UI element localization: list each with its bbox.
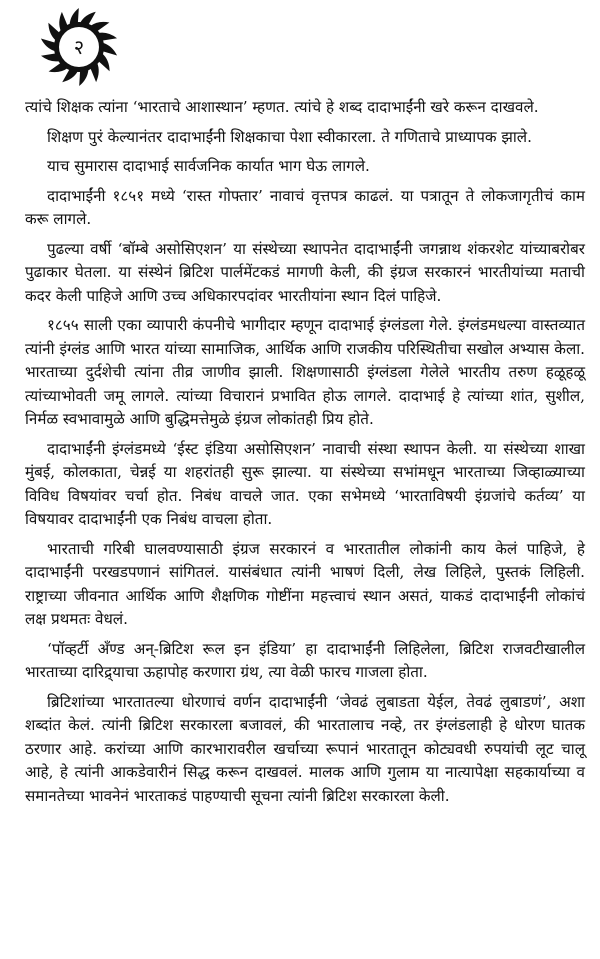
paragraph-2: शिक्षण पुरं केल्यानंतर दादाभाईंनी शिक्षकाचा पेशा स्वीकारला. ते गणिताचे प्राध्यापक झाले.	[47, 127, 532, 146]
paragraph-8: भारताची गरिबी घालवण्यासाठी इंग्रज सरकारनं व भारतातील लोकांनी काय केलं पाहिजे, हे दादाभाईंनी परखडपणानं सांगितलं. यासंबंधात त्यांनी भाषणं दिली, लेख लिहिले, पुस्तकं लिहिली. राष्ट्राच्या जीवनात आर्थिक आणि शैक्षणिक गोष्टींना महत्त्वाचं स्थान असतं, याकडं दादाभाईंनी लोकांचं लक्ष प्रथमतः वेधलं.	[25, 539, 585, 628]
body-text	[25, 96, 585, 814]
paragraph-4: दादाभाईंनी १८५१ मध्ये ‘रास्त गोफ्तार’ नावाचं वृत्तपत्र काढलं. या पत्रातून ते लोकजागृतीचं काम करू लागले.	[25, 186, 585, 228]
paragraph-1: त्यांचे शिक्षक त्यांना ‘भारताचे आशास्थान’ म्हणत. त्यांचे हे शब्द दादाभाईंनी खरे करून दाखवले.	[25, 98, 539, 116]
page-number-badge	[38, 6, 120, 88]
sun-ray	[41, 39, 56, 52]
page-number: २	[73, 35, 85, 59]
sun-ray	[103, 43, 118, 56]
paragraph-10: ब्रिटिशांच्या भारतातल्या धोरणाचं वर्णन दादाभाईंनी ‘जेवढं लुबाडता येईल, तेवढं लुबाडणं’, अशा शब्दांत केलं. त्यांनी ब्रिटिश सरकारला बजावलं, की भारतालाच नव्हे, तर इंग्लंडलाही हे धोरण घातक ठरणार आहे. करांच्या आणि कारभारावरील खर्चाच्या रूपानं भारतातून कोट्यवधी रुपयांची लूट चालू आहे, हे त्यांनी आकडेवारीनं सिद्ध करून दाखवलं. मालक आणि गुलाम या नात्यापेक्षा सहकार्याच्या व समानतेच्या भावनेनं भारताकडं पाहण्याची सूचना त्यांनी ब्रिटिश सरकारला केली.	[25, 692, 585, 805]
paragraph-3: याच सुमारास दादाभाई सार्वजनिक कार्यात भाग घेऊ लागले.	[47, 157, 370, 175]
sun-ornament-icon	[38, 6, 120, 88]
paragraph-5: पुढल्या वर्षी ‘बॉम्बे असोसिएशन’ या संस्थेच्या स्थापनेत दादाभाईंनी जगन्नाथ शंकरशेट यांच्याबरोबर पुढाकार घेतला. या संस्थेनं ब्रिटिश पार्लमेंटकडं मागणी केली, की इंग्रज सरकारनं भारतीयांच्या मताची कदर केली पाहिजे आणि उच्च अधिकारपदांवर भारतीयांना स्थान दिलं पाहिजे.	[25, 239, 585, 305]
paragraph-9: ‘पॉव्हर्टी अँण्ड अन्-ब्रिटिश रूल इन इंडिया’ हा दादाभाईंनी लिहिलेला, ब्रिटिश राजवटीखालील भारताच्या दारिद्र्याचा ऊहापोह करणारा ग्रंथ, त्या वेळी फारच गाजला होता.	[25, 639, 585, 681]
paragraph-6: १८५५ साली एका व्यापारी कंपनीचे भागीदार म्हणून दादाभाई इंग्लंडला गेले. इंग्लंडमधल्या वास्तव्यात त्यांनी इंग्लंड आणि भारत यांच्या सामाजिक, आर्थिक आणि राजकीय परिस्थितीचा सखोल अभ्यास केला. भारताच्या दुर्दशेची त्यांना तीव्र जाणीव झाली. शिक्षणासाठी इंग्लंडला गेलेले भारतीय तरुण हळूहळू त्यांच्याभोवती जमू लागले. त्यांच्या विचारानं प्रभावित होऊ लागले. दादाभाई हे त्यांच्या शांत, सुशील, निर्मळ स्वभावामुळे आणि बुद्धिमत्तेमुळे इंग्रज लोकांतही प्रिय होते.	[25, 316, 585, 428]
paragraph-7: दादाभाईंनी इंग्लंडमध्ये ‘ईस्ट इंडिया असोसिएशन’ नावाची संस्था स्थापन केली. या संस्थेच्या शाखा मुंबई, कोलकाता, चेन्नई या शहरांतही सुरू झाल्या. या संस्थेच्या सभांमधून भारताच्या जिव्हाळ्याच्या विविध विषयांवर चर्चा होत. निबंध वाचले जात. एका सभेमध्ये ‘भारताविषयी इंग्रजांचे कर्तव्य’ या विषयावर दादाभाईंनी एक निबंध वाचला होता.	[25, 439, 585, 528]
